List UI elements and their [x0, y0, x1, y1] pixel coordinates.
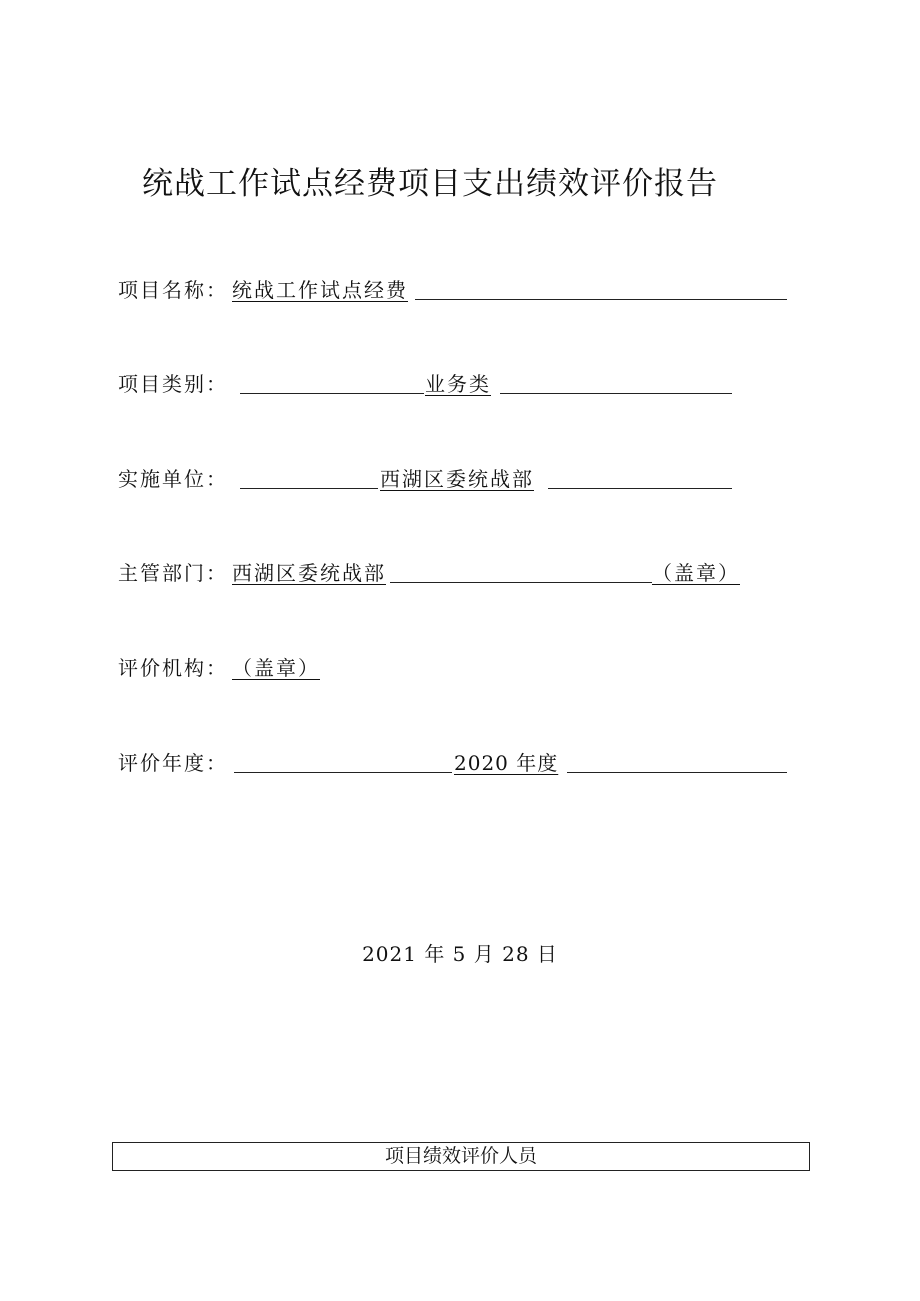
- evaluation-year-label: 评价年度：: [118, 751, 228, 775]
- implementing-unit-value: 西湖区委统战部: [380, 467, 534, 491]
- project-name-value: 统战工作试点经费: [232, 278, 408, 302]
- field-evaluation-agency: [0, 650, 920, 690]
- evaluation-year-underline-left: [234, 771, 452, 773]
- project-name-underline: [415, 298, 787, 300]
- supervising-dept-label: 主管部门：: [118, 561, 228, 585]
- field-project-name: [0, 272, 920, 312]
- project-category-underline-left: [240, 392, 424, 394]
- field-implementing-unit: [0, 461, 920, 501]
- field-evaluation-year: [0, 745, 920, 785]
- supervising-dept-value: 西湖区委统战部: [232, 561, 386, 585]
- implementing-unit-underline-right: [548, 487, 732, 489]
- evaluation-personnel-header: 项目绩效评价人员: [112, 1142, 810, 1171]
- project-category-value: 业务类: [425, 372, 491, 396]
- project-category-label: 项目类别：: [118, 372, 228, 396]
- supervising-dept-underline: [390, 581, 652, 583]
- project-category-underline-right: [500, 392, 732, 394]
- supervising-dept-seal: （盖章）: [652, 561, 740, 585]
- evaluation-agency-seal: （盖章）: [232, 656, 320, 680]
- field-supervising-dept: [0, 555, 920, 595]
- evaluation-year-underline-right: [567, 771, 787, 773]
- implementing-unit-underline-left: [240, 487, 378, 489]
- field-project-category: [0, 366, 920, 406]
- implementing-unit-label: 实施单位：: [118, 467, 228, 491]
- evaluation-year-value: 2020 年度: [454, 751, 559, 775]
- project-name-label: 项目名称：: [118, 278, 228, 302]
- report-date: 2021 年 5 月 28 日: [362, 942, 558, 966]
- report-title: 统战工作试点经费项目支出绩效评价报告: [142, 166, 718, 202]
- evaluation-agency-label: 评价机构：: [118, 656, 228, 680]
